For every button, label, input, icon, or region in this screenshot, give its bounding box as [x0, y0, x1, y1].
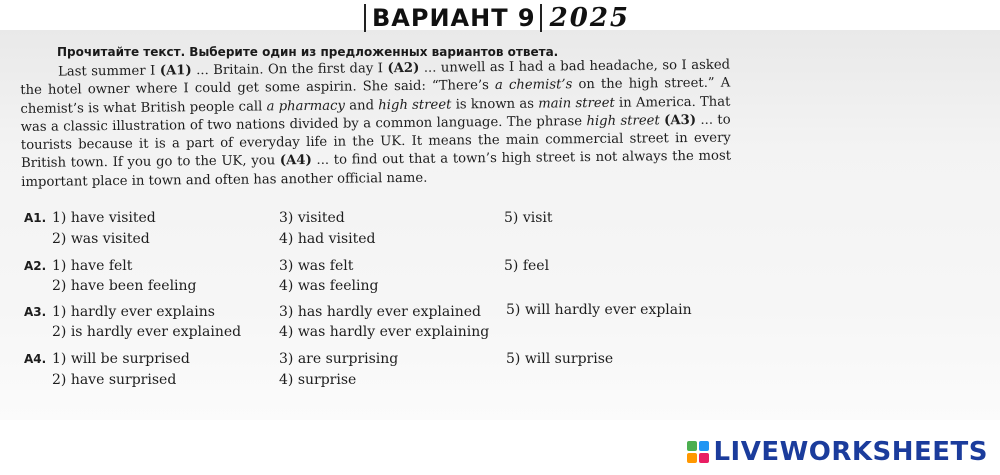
logo-grid-icon	[687, 441, 709, 463]
answer-option[interactable]: 5) will surprise	[506, 351, 614, 367]
gap-marker-a3: (A3)	[664, 112, 697, 129]
answer-option[interactable]: 4) was feeling	[279, 278, 379, 294]
italic-term: main street	[538, 95, 615, 112]
passage-text: is known as	[451, 96, 539, 113]
gap-marker-a4: (A4)	[279, 153, 312, 169]
passage-text: ... unwell as I had a bad headache, so I asked the hotel owner where I could get some aspirin. She said: “There’s	[20, 57, 731, 99]
answer-option[interactable]: 3) has hardly ever explained	[279, 304, 482, 320]
logo-square	[687, 441, 697, 451]
answer-option[interactable]: 3) visited	[279, 210, 345, 226]
answer-option[interactable]: 3) are surprising	[279, 351, 399, 367]
task-instruction: Прочитайте текст. Выберите один из предложенных вариантов ответа.	[57, 45, 559, 59]
question-label: A2.	[24, 259, 47, 273]
liveworksheets-logo	[687, 438, 988, 466]
logo-square	[687, 453, 697, 463]
answer-option[interactable]: 5) will hardly ever explain	[506, 302, 692, 318]
answer-option[interactable]: 5) visit	[504, 210, 553, 226]
passage-text: ... Britain. On the first day I	[191, 61, 388, 79]
italic-term: a chemist’s	[494, 77, 573, 94]
answer-option[interactable]: 4) had visited	[279, 231, 376, 247]
answer-option[interactable]: 1) have visited	[52, 210, 156, 226]
answer-option[interactable]: 1) hardly ever explains	[52, 304, 215, 320]
answer-option[interactable]: 2) have surprised	[52, 372, 177, 388]
passage-text: ... to tourists because it is a part of everyday life in the UK. It means the main commercial street in every British town. If you go to the UK, you	[20, 112, 731, 172]
variant-title: ВАРИАНТ 9	[364, 4, 542, 32]
answer-option[interactable]: 2) was visited	[52, 231, 150, 247]
passage-text: Last summer I	[58, 63, 160, 80]
passage-text: and	[344, 97, 379, 114]
answer-option[interactable]: 4) was hardly ever explaining	[279, 324, 490, 340]
answer-option[interactable]: 5) feel	[504, 258, 550, 274]
italic-term: high street	[586, 113, 660, 129]
reading-passage	[20, 57, 731, 193]
answer-option[interactable]: 3) was felt	[279, 258, 354, 274]
answer-option[interactable]: 2) have been feeling	[52, 278, 197, 294]
answer-option[interactable]: 1) will be surprised	[52, 351, 190, 367]
gap-marker-a2: (A2)	[387, 60, 420, 77]
question-label: A1.	[24, 211, 47, 225]
variant-header	[364, 0, 630, 36]
variant-year: 2025	[549, 3, 631, 33]
italic-term: a pharmacy	[266, 98, 346, 115]
question-label: A3.	[24, 305, 47, 319]
gap-marker-a1: (A1)	[159, 63, 192, 79]
answer-option[interactable]: 4) surprise	[279, 372, 357, 388]
passage-text: ... to find out that a town’s high street is not always the most important place in town and often has another official name.	[21, 149, 732, 190]
passage-text: in America. That was a classic illustration of two nations divided by a common language. The phrase	[20, 94, 731, 135]
logo-text: LIVEWORKSHEETS	[713, 437, 988, 467]
passage-paragraph	[20, 57, 731, 193]
answer-option[interactable]: 2) is hardly ever explained	[52, 324, 242, 340]
logo-square	[699, 453, 709, 463]
answer-option[interactable]: 1) have felt	[52, 258, 133, 274]
question-label: A4.	[24, 352, 47, 366]
passage-text: on the high street.” A chemist’s is what British people call	[20, 75, 731, 117]
italic-term: high street	[378, 97, 452, 113]
logo-square	[699, 441, 709, 451]
